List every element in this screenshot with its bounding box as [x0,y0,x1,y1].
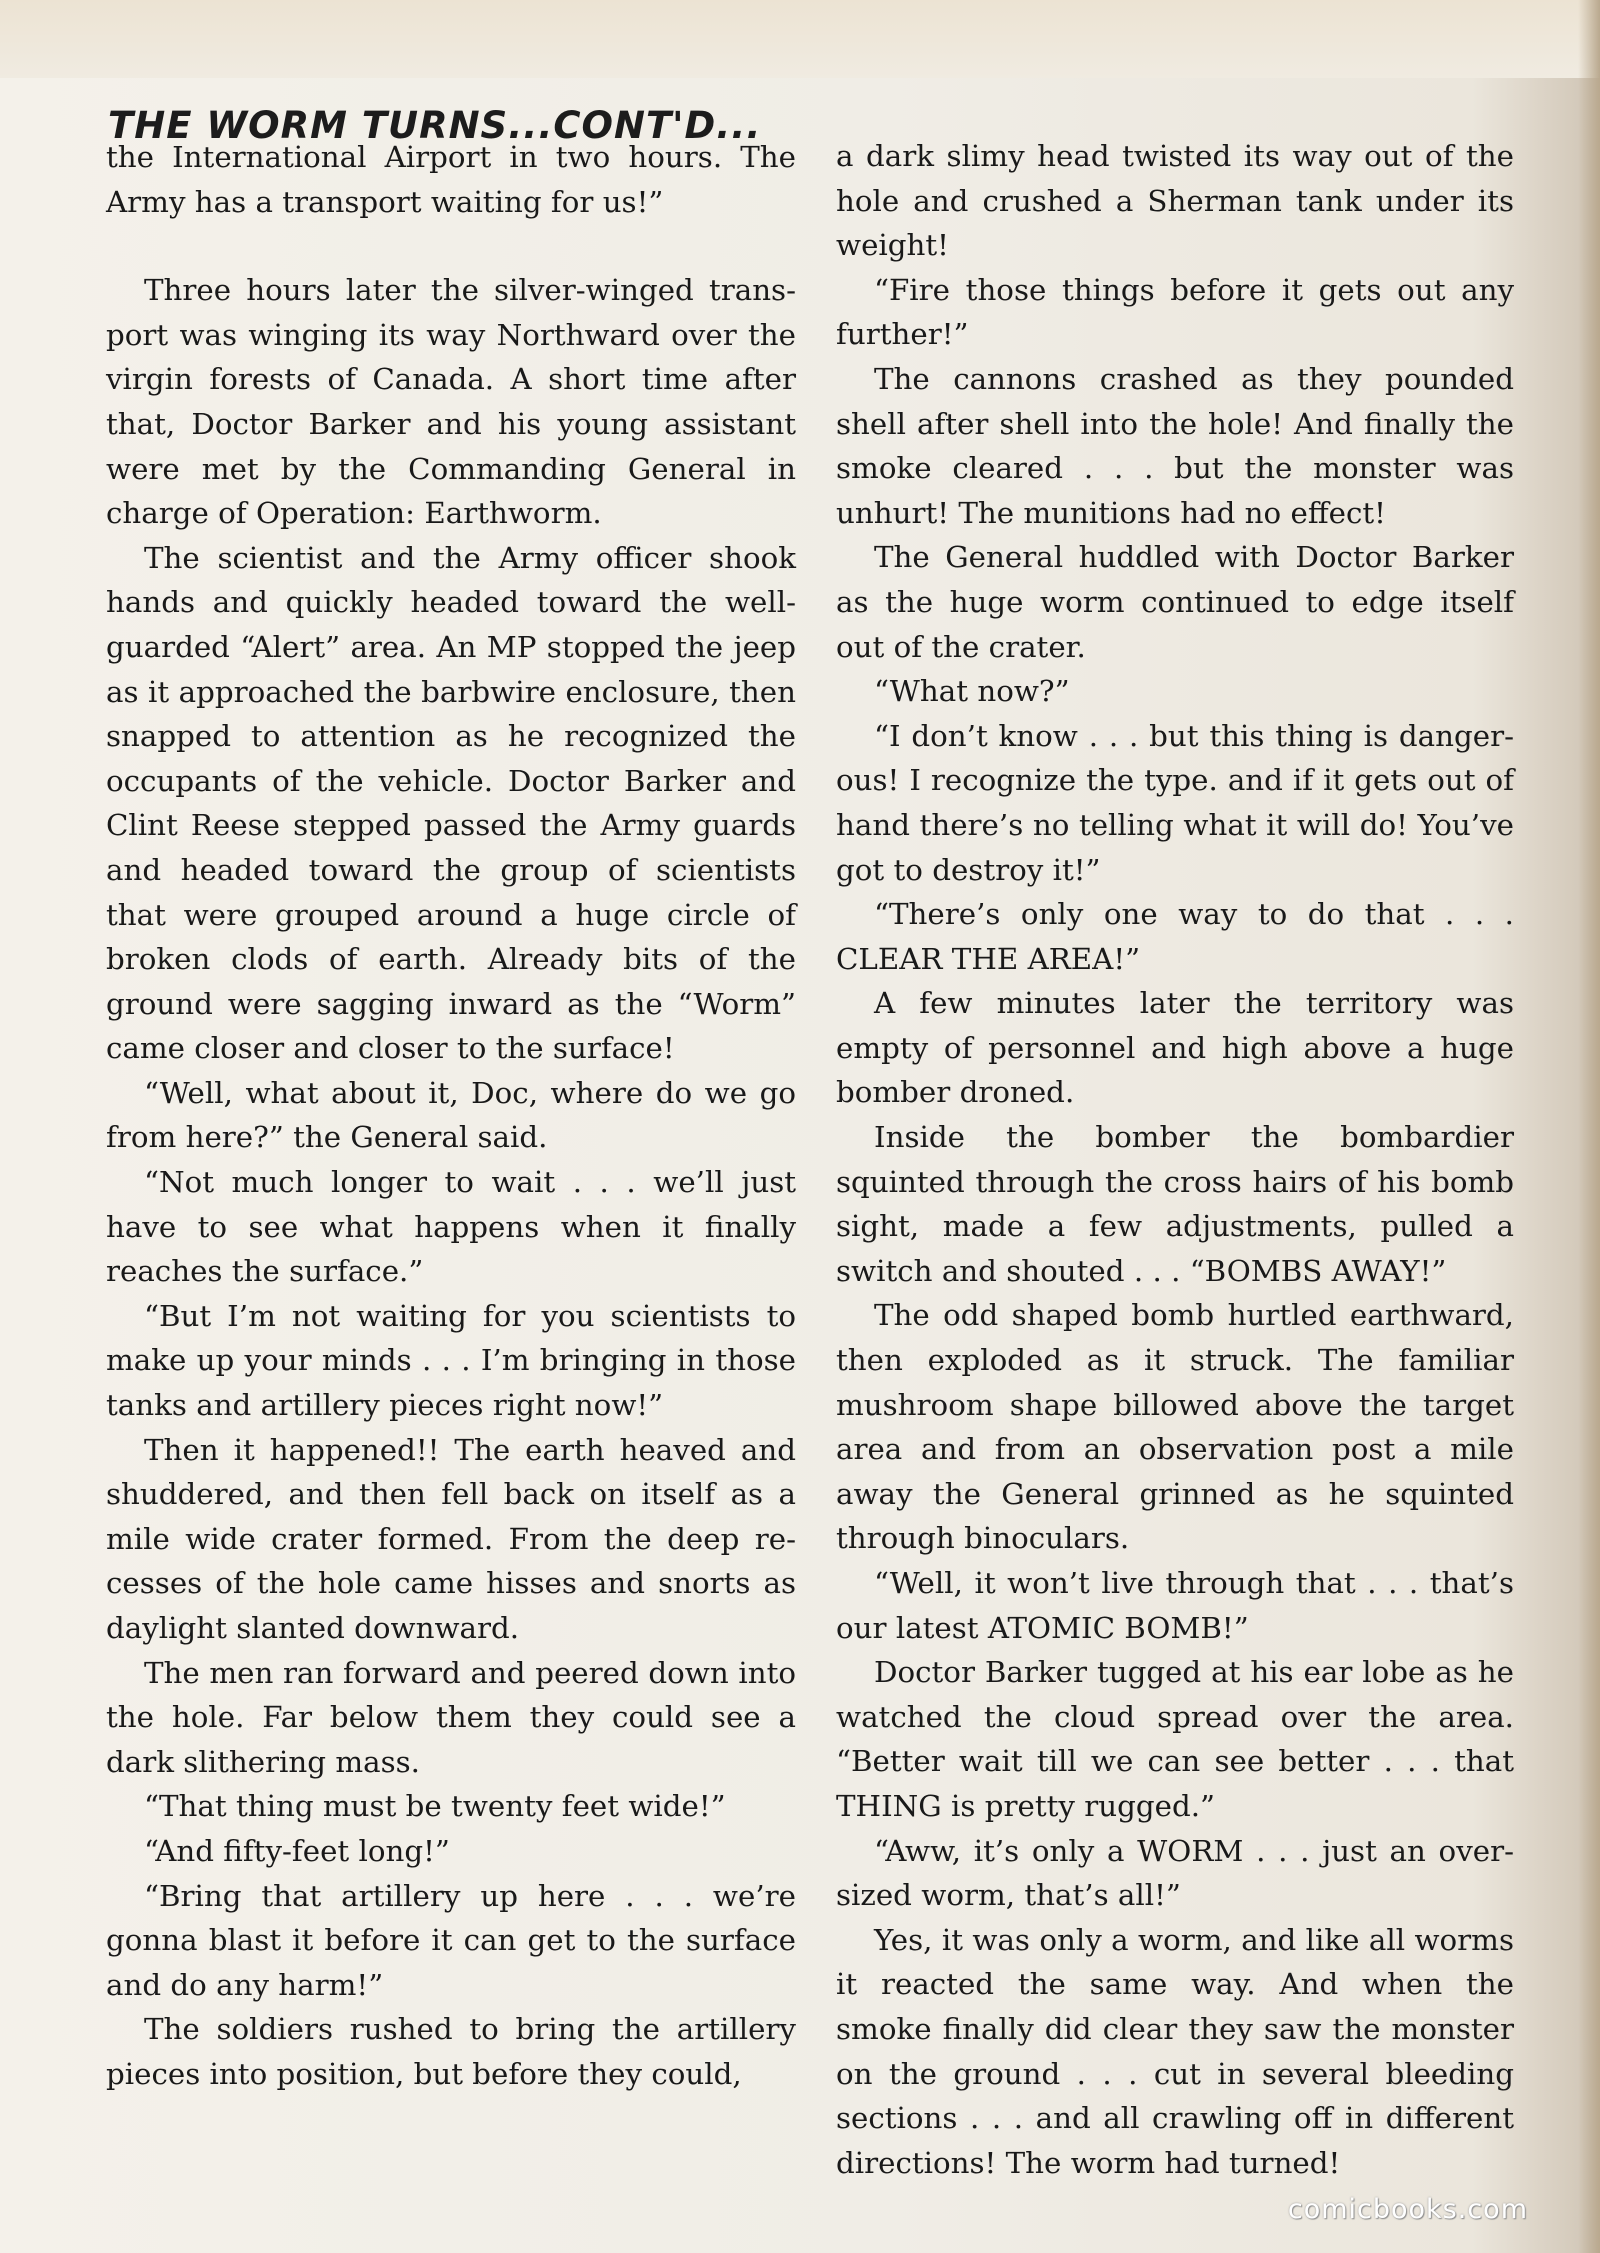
paragraph: The odd shaped bomb hurtled earthward, then exploded as it struck. The familiar mushroom shape billowed above the target area and from an observation post a mile away the General grinned as he squinted through binoculars. [836,1298,1514,1556]
paragraph: Then it happened!! The earth heaved and shuddered, and then fell back on itself as a mile wide crater formed. From the deep recesses of the hole came hisses and snorts as daylight slanted downward. [106,1432,796,1645]
top-margin [0,0,1600,78]
paragraph: “Well, it won’t live through that . . . that’s our latest ATOMIC BOMB!” [836,1566,1514,1645]
left-text-column [106,135,796,2097]
paragraph: a dark slimy head twisted its way out of the hole and crushed a Sherman tank under its weight! [836,139,1514,263]
paragraph: “What now?” [874,674,1070,709]
paragraph: The scientist and the Army officer shook hands and quickly headed toward the well-guarded “Alert” area. An MP stopped the jeep as it approached the barbwire enclosure, then snapped to attention as he recognized the occupants of the vehicle. Doctor Barker and Clint Reese stepped passed the Army guards and headed toward the group of scientists that were grouped around a huge circle of broken clods of earth. Already bits of the ground were sagging inward as the “Worm” came closer and closer to the surface! [106,540,796,1066]
paragraph: “Well, what about it, Doc, where do we go from here?” the General said. [106,1075,796,1155]
paragraph: Doctor Barker tugged at his ear lobe as he watched the cloud spread over the area. “Better wait till we can see better . . . that THING is pretty rugged.” [836,1655,1514,1823]
paragraph: the International Airport in two hours. The Army has a transport waiting for us!” [106,140,796,219]
paragraph: A few minutes later the territory was empty of personnel and high above a huge bomber droned. [836,986,1514,1110]
paragraph: “Not much longer to wait . . . we’ll just have to see what happens when it finally reaches the surface.” [106,1165,796,1289]
paragraph: The General huddled with Doctor Barker as the huge worm continued to edge itself out of the crater. [836,540,1514,664]
paragraph: “I don’t know . . . but this thing is dangerous! I recognize the type. and if it gets out of hand there’s no telling what it will do! You’ve got to destroy it!” [836,718,1514,887]
paragraph: “There’s only one way to do that . . . CLEAR THE AREA!” [836,897,1514,976]
story-heading: THE WORM TURNS...CONT'D... [108,104,762,147]
paragraph: The men ran forward and peered down into the hole. Far below them they could see a dark slithering mass. [106,1655,796,1779]
paragraph: “Fire those things before it gets out any further!” [836,272,1514,352]
paragraph: Three hours later the silver-winged transport was winging its way Northward over the virgin forests of Canada. A short time after that, Doctor Barker and his young assistant were met by the Commanding General in charge of Operation: Earthworm. [106,273,796,531]
paragraph: Yes, it was only a worm, and like all worms it reacted the same way. And when the smoke finally did clear they saw the monster on the ground . . . cut in several bleeding sections . . . and all crawling off in different directions! The worm had turned! [836,1922,1514,2180]
paragraph: Inside the bomber the bombardier squinted through the cross hairs of his bomb sight, made a few adjustments, pulled a switch and shouted . . . “BOMBS AWAY!” [836,1120,1514,1288]
paragraph: “And fifty-feet long!” [144,1833,450,1868]
paragraph: “But I’m not waiting for you scientists to make up your minds . . . I’m bringing in those tanks and artillery pieces right now!” [106,1298,796,1423]
paragraph: The soldiers rushed to bring the artillery pieces into position, but before they could, [106,2012,796,2091]
paragraph: “Aww, it’s only a WORM . . . just an oversized worm, that’s all!” [836,1833,1514,1913]
paragraph: “That thing must be twenty feet wide!” [144,1789,726,1824]
paragraph: The cannons crashed as they pounded shell after shell into the hole! And finally the smoke cleared . . . but the monster was unhurt! The munitions had no effect! [836,361,1514,530]
page-edge-shadow [1578,0,1600,2253]
site-watermark: comicbooks.com [1287,2194,1528,2225]
right-text-column [836,134,1514,2185]
paragraph: “Bring that artillery up here . . . we’re gonna blast it before it can get to the surface and do any harm!” [106,1878,796,2002]
